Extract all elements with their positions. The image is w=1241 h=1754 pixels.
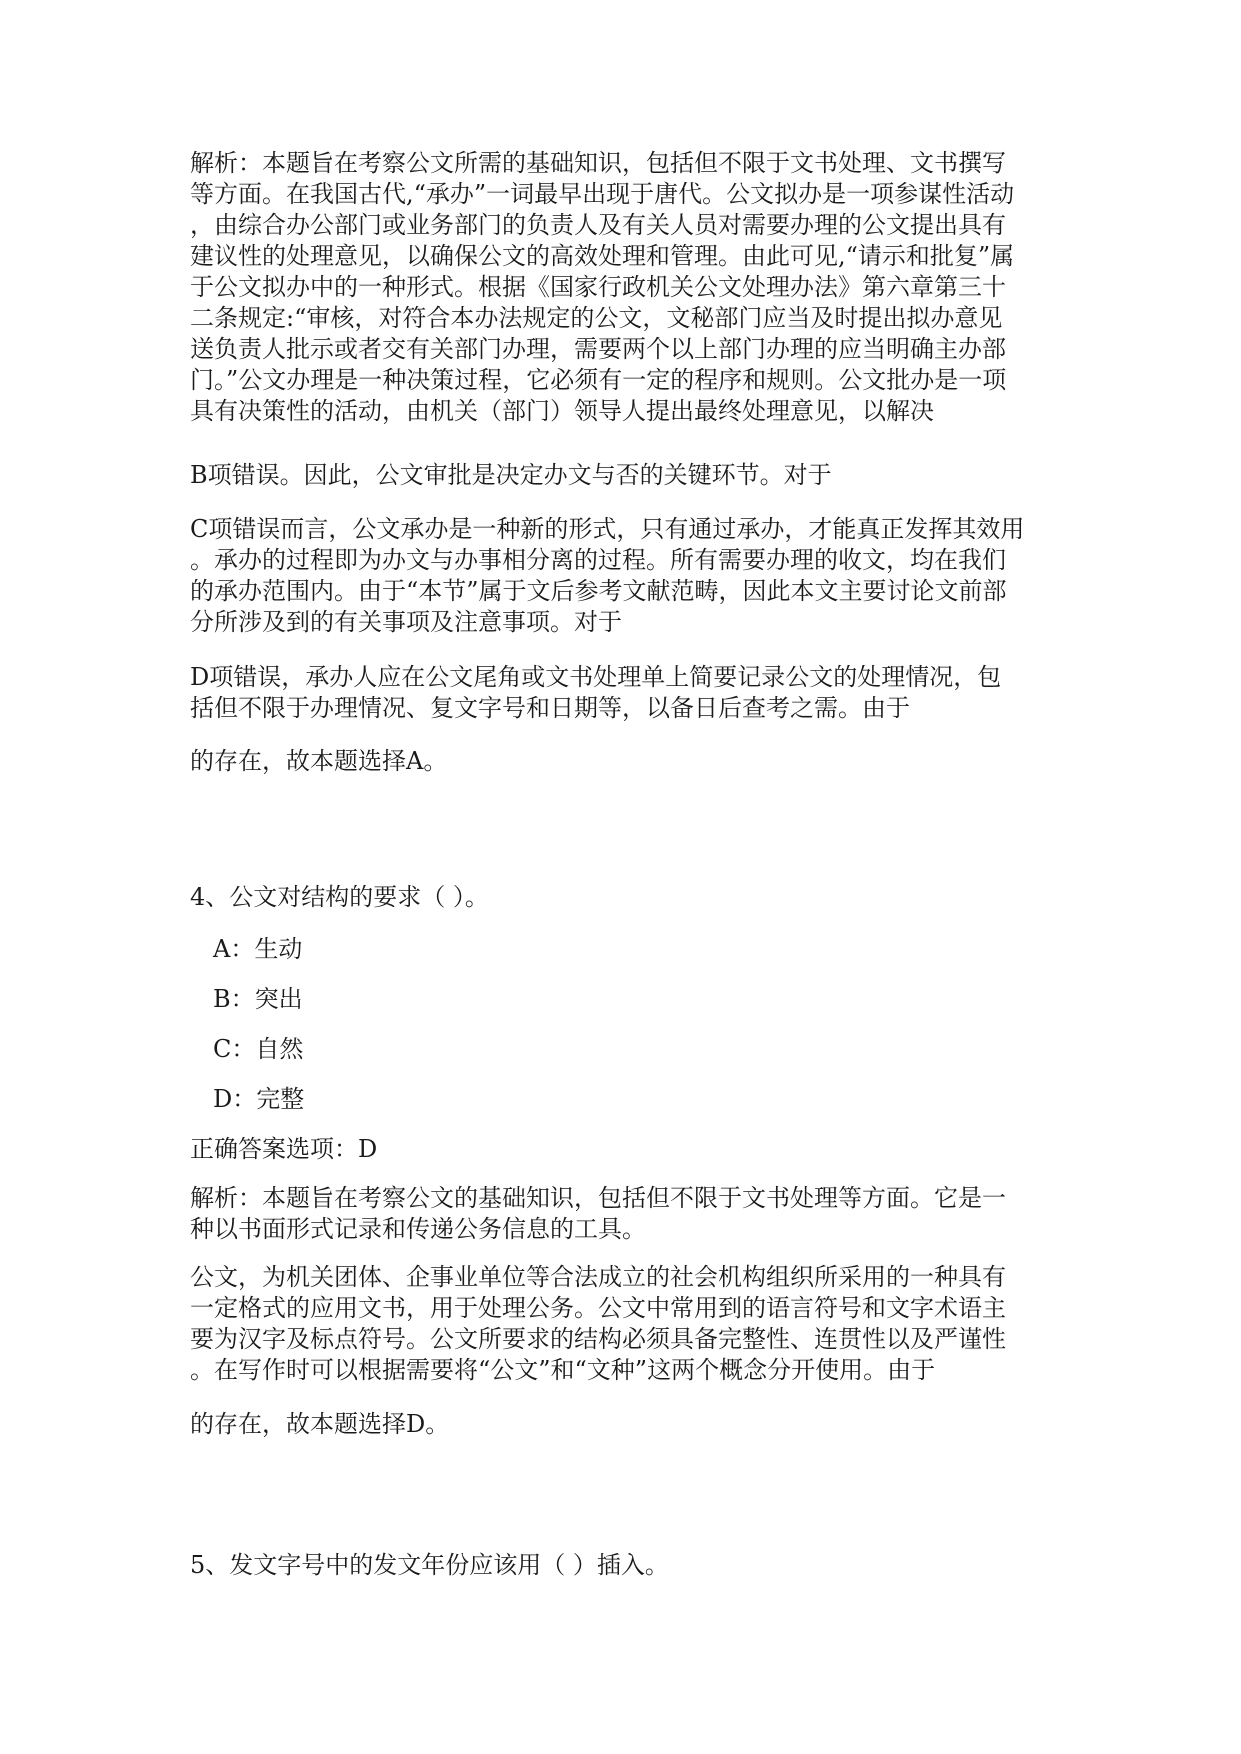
question-4-analysis (190, 1183, 1060, 1245)
text-line: D项错误，承办人应在公文尾角或文书处理单上简要记录公文的处理情况，包 (190, 663, 1002, 691)
text-line: 门。”公文办理是一种决策过程，它必须有一定的程序和规则。公文批办是一项 (190, 366, 1007, 394)
question-4-option-a: A：生动 (213, 935, 303, 963)
text-line: 二条规定:“审核，对符合本办法规定的公文，文秘部门应当及时提出拟办意见 (190, 304, 1003, 332)
analysis-paragraph (190, 514, 1060, 638)
text-line: 建议性的处理意见，以确保公文的高效处理和管理。由此可见,“请示和批复”属 (190, 242, 1015, 270)
analysis-paragraph (190, 148, 1060, 427)
text-line: 。在写作时可以根据需要将“公文”和“文种”这两个概念分开使用。由于 (190, 1356, 936, 1384)
question-4-option-b: B：突出 (213, 985, 303, 1013)
text-line: 于公文拟办中的一种形式。根据《国家行政机关公文处理办法》第六章第三十 (190, 273, 1006, 301)
text-line: 。承办的过程即为办文与办事相分离的过程。所有需要办理的收文，均在我们 (190, 546, 1006, 574)
text-line: 的存在，故本题选择D。 (190, 1410, 450, 1438)
analysis-paragraph (190, 460, 1060, 491)
question-4-option-c: C：自然 (213, 1035, 304, 1063)
question-4-option-d: D：完整 (213, 1085, 305, 1113)
analysis-conclusion (190, 746, 1060, 777)
text-line: 要为汉字及标点符号。公文所要求的结构必须具备完整性、连贯性以及严谨性 (190, 1325, 1006, 1353)
question-4-stem: 4、公文对结构的要求（ ）。 (190, 883, 489, 911)
text-line: 具有决策性的活动，由机关（部门）领导人提出最终处理意见，以解决 (190, 397, 934, 425)
text-line: 的承办范围内。由于“本节”属于文后参考文献范畴，因此本文主要讨论文前部 (190, 577, 1007, 605)
text-line: 解析：本题旨在考察公文所需的基础知识，包括但不限于文书处理、文书撰写 (190, 149, 1006, 177)
text-line: 的存在，故本题选择A。 (190, 747, 448, 775)
text-line: 种以书面形式记录和传递公务信息的工具。 (190, 1215, 646, 1243)
question-5-stem: 5、发文字号中的发文年份应该用（ ）插入。 (190, 1551, 669, 1579)
text-line: C项错误而言，公文承办是一种新的形式，只有通过承办，才能真正发挥其效用 (190, 515, 1025, 543)
question-4-answer: 正确答案选项：D (190, 1135, 378, 1163)
text-line: 等方面。在我国古代,“承办”一词最早出现于唐代。公文拟办是一项参谋性活动 (190, 180, 1015, 208)
question-4-conclusion (190, 1409, 1060, 1440)
text-line: 一定格式的应用文书，用于处理公务。公文中常用到的语言符号和文字术语主 (190, 1294, 1006, 1322)
text-line: ，由综合办公部门或业务部门的负责人及有关人员对需要办理的公文提出具有 (190, 211, 1006, 239)
text-line: B项错误。因此，公文审批是决定办文与否的关键环节。对于 (190, 461, 832, 489)
text-line: 解析：本题旨在考察公文的基础知识，包括但不限于文书处理等方面。它是一 (190, 1184, 1006, 1212)
text-line: 送负责人批示或者交有关部门办理，需要两个以上部门办理的应当明确主办部 (190, 335, 1006, 363)
text-line: 公文，为机关团体、企事业单位等合法成立的社会机构组织所采用的一种具有 (190, 1263, 1006, 1291)
analysis-paragraph (190, 662, 1060, 724)
text-line: 分所涉及到的有关事项及注意事项。对于 (190, 608, 622, 636)
text-line: 括但不限于办理情况、复文字号和日期等，以备日后查考之需。由于 (190, 694, 910, 722)
question-4-analysis (190, 1262, 1060, 1386)
